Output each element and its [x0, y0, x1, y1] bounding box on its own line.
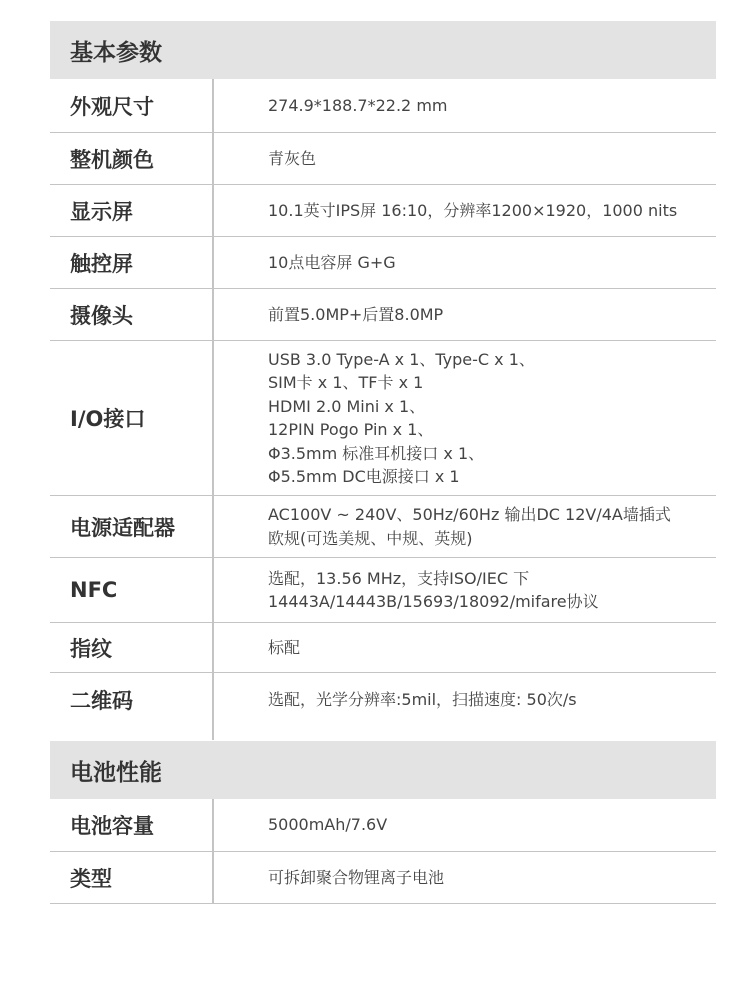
spec-label: 类型: [70, 866, 112, 891]
spec-value-line: 欧规(可选美规、中规、英规): [268, 528, 473, 548]
spec-value-line: 前置5.0MP+后置8.0MP: [268, 304, 444, 324]
spec-value: [268, 289, 716, 340]
spec-label: 整机颜色: [70, 147, 154, 172]
spec-value: [268, 673, 716, 726]
spec-value-line: 10点电容屏 G+G: [268, 252, 396, 272]
spec-row-color: [50, 133, 716, 185]
spec-value-line: 5000mAh/7.6V: [268, 815, 388, 835]
spec-label: 显示屏: [70, 199, 133, 224]
section-header-basic-params: [50, 21, 716, 79]
spec-value-line: Φ3.5mm 标准耳机接口 x 1、: [268, 443, 485, 463]
spec-value: [268, 185, 716, 236]
section-title: 电池性能: [70, 759, 162, 786]
spec-value-line: AC100V ~ 240V、50Hz/60Hz 输出DC 12V/4A墙插式: [268, 505, 671, 524]
spec-label: 电源适配器: [70, 515, 175, 540]
spec-label: NFC: [70, 578, 118, 602]
section-header-battery: [50, 741, 716, 799]
spec-row-display: [50, 185, 716, 237]
spec-row-dimensions: [50, 79, 716, 133]
spec-value: [268, 79, 716, 132]
spec-value: [268, 341, 716, 495]
spec-value-line: 青灰色: [268, 148, 317, 168]
spec-value-line: Φ5.5mm DC电源接口 x 1: [268, 467, 460, 486]
spec-row-power-adapter: [50, 496, 716, 558]
spec-row-barcode: [50, 673, 716, 740]
spec-row-io-ports: [50, 341, 716, 496]
spec-value: [268, 558, 716, 622]
spec-value: [268, 496, 716, 557]
spec-value-line: 选配，光学分辨率:5mil，扫描速度: 50次/s: [268, 689, 577, 709]
spec-label: 指纹: [70, 636, 112, 661]
spec-row-battery-capacity: [50, 799, 716, 852]
section-title: 基本参数: [70, 39, 162, 66]
spec-value: [268, 133, 716, 184]
spec-value-line: 可拆卸聚合物锂离子电池: [268, 867, 445, 887]
spec-value: [268, 237, 716, 288]
spec-label: 电池容量: [70, 814, 154, 838]
spec-value-line: SIM卡 x 1、TF卡 x 1: [268, 373, 424, 392]
spec-value: [268, 852, 716, 903]
spec-row-camera: [50, 289, 716, 341]
spec-row-fingerprint: [50, 623, 716, 673]
spec-row-nfc: [50, 558, 716, 623]
spec-label: 摄像头: [70, 303, 133, 328]
spec-label: 外观尺寸: [70, 94, 154, 119]
spec-label: 触控屏: [70, 251, 133, 276]
spec-row-touchscreen: [50, 237, 716, 289]
spec-row-battery-type: [50, 852, 716, 904]
spec-value-line: 标配: [268, 637, 301, 657]
spec-value: [268, 799, 716, 851]
spec-value: [268, 623, 716, 672]
spec-value-line: USB 3.0 Type-A x 1、Type-C x 1、: [268, 349, 535, 369]
spec-value-line: HDMI 2.0 Mini x 1、: [268, 396, 426, 416]
spec-value-line: 10.1英寸IPS屏 16:10，分辨率1200×1920，1000 nits: [268, 200, 678, 220]
spec-label: I/O接口: [70, 407, 146, 431]
spec-label: 二维码: [70, 688, 133, 713]
spec-value-line: 12PIN Pogo Pin x 1、: [268, 420, 434, 439]
spec-value-line: 14443A/14443B/15693/18092/mifare协议: [268, 592, 599, 611]
spec-value-line: 274.9*188.7*22.2 mm: [268, 95, 448, 115]
spec-value-line: 选配，13.56 MHz，支持ISO/IEC 下: [268, 568, 530, 588]
